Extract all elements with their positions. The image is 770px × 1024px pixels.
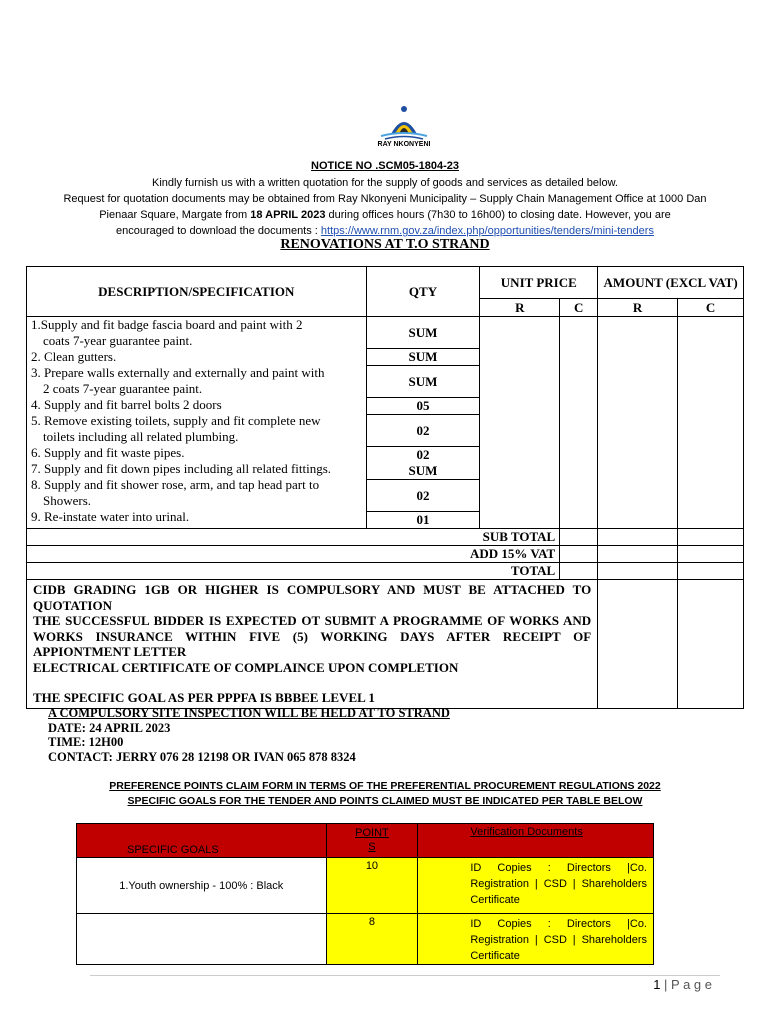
sub-total-label: SUB TOTAL — [27, 529, 560, 546]
unit-c-header: C — [560, 299, 598, 317]
item-description: 7. Supply and fit down pipes including all related fittings. — [31, 461, 332, 476]
note-cidb: CIDB GRADING 1GB OR HIGHER IS COMPULSORY AND MUST BE ATTACHED TO QUOTATION — [33, 582, 592, 613]
note-programme: THE SUCCESSFUL BIDDER IS EXPECTED OT SUBMIT A PROGRAMME OF WORKS AND WORKS INSURANCE WITHIN FIVE (5) WORKING DAYS AFTER RECEIPT OF APPIONTMENT LETTER — [33, 613, 592, 659]
item-description: 4. Supply and fit barrel bolts 2 doors — [31, 397, 222, 412]
municipality-logo — [371, 104, 437, 154]
logo-text: RAY NKONYENI — [377, 141, 431, 148]
goals-header: SPECIFIC GOALS — [77, 824, 327, 858]
item-description: 9. Re-instate water into urinal. — [31, 509, 190, 524]
intro-paragraph — [20, 175, 750, 239]
item-description: 8. Supply and fit shower rose, arm, and tap head part to Showers. — [31, 477, 320, 508]
goal-cell — [77, 914, 327, 965]
item-qty: SUM — [366, 463, 480, 480]
inspection-heading: A COMPULSORY SITE INSPECTION WILL BE HELD AT TO STRAND — [48, 706, 450, 720]
site-inspection — [48, 706, 450, 764]
notice-number: NOTICE NO .SCM05-1804-23 — [311, 160, 459, 172]
unit-r-header: R — [480, 299, 560, 317]
intro-line-3: Pienaar Square, Margate from 18 APRIL 2023 during offices hours (7h30 to 16h00) to closing date. However, you are — [99, 209, 671, 221]
preference-heading: PREFERENCE POINTS CLAIM FORM IN TERMS OF THE PREFERENTIAL PROCUREMENT REGULATIONS 2022 SPECIFIC GOALS FOR THE TENDER AND POINTS CLAIMED MUST BE INDICATED PER TABLE BELOW — [109, 780, 661, 807]
item-qty: SUM — [366, 366, 480, 398]
verification-cell: ID Copies : Directors |Co. Registration | CSD | Shareholders Certificate — [418, 914, 654, 965]
vat-label: ADD 15% VAT — [27, 546, 560, 563]
col-amount-header: AMOUNT (EXCL VAT) — [598, 267, 744, 299]
quotation-table — [26, 266, 744, 709]
page-title: RENOVATIONS AT T.O STRAND — [280, 237, 490, 252]
amount-c-header: C — [678, 299, 744, 317]
requirements-notes — [27, 580, 598, 709]
amount-c-cell — [678, 317, 744, 529]
item-description: 1.Supply and fit badge fascia board and paint with 2 coats 7-year guarantee paint. — [31, 317, 303, 348]
intro-line-1: Kindly furnish us with a written quotation for the supply of goods and services as detailed below. — [152, 177, 618, 189]
points-header: POINTS — [326, 824, 418, 858]
col-description-header: DESCRIPTION/SPECIFICATION — [27, 267, 367, 317]
item-description: 2. Clean gutters. — [31, 349, 117, 364]
intro-date: 18 APRIL 2023 — [250, 209, 326, 221]
intro-line-2: Request for quotation documents may be obtained from Ray Nkonyeni Municipality – Supply Chain Management Office at 1000 Dan — [63, 193, 707, 205]
inspection-contact: CONTACT: JERRY 076 28 12198 OR IVAN 065 878 8324 — [48, 749, 356, 764]
item-qty: 01 — [366, 512, 480, 529]
verification-cell: ID Copies : Directors |Co. Registration | CSD | Shareholders Certificate — [418, 858, 654, 914]
total-label: TOTAL — [27, 563, 560, 580]
note-specific-goal: THE SPECIFIC GOAL AS PER PPPFA IS BBBEE LEVEL 1 — [33, 690, 375, 705]
unit-r-cell — [480, 317, 560, 529]
item-qty: SUM — [366, 349, 480, 366]
amount-r-header: R — [598, 299, 678, 317]
item-qty: SUM — [366, 317, 480, 349]
col-unit-price-header: UNIT PRICE — [480, 267, 598, 299]
page-number: 1 | P a g e — [653, 977, 712, 992]
item-description: 5. Remove existing toilets, supply and fit complete new toilets including all related plumbing. — [31, 413, 321, 444]
inspection-time: TIME: 12H00 — [48, 735, 124, 749]
note-electrical: ELECTRICAL CERTIFICATE OF COMPLAINCE UPON COMPLETION — [33, 659, 459, 675]
tenders-link[interactable]: https://www.rnm.gov.za/index.php/opportunities/tenders/mini-tenders — [320, 225, 654, 237]
item-qty: 05 — [366, 398, 480, 415]
points-cell: 8 — [326, 914, 418, 965]
item-qty: 02 — [366, 447, 480, 464]
item-qty: 02 — [366, 415, 480, 447]
amount-r-cell — [598, 317, 678, 529]
item-qty: 02 — [366, 480, 480, 512]
item-description: 3. Prepare walls externally and externally and paint with 2 coats 7-year guarantee paint. — [31, 365, 325, 396]
verification-header: Verification Documents — [418, 824, 654, 858]
description-cell — [27, 317, 367, 529]
intro-line-4: encouraged to download the documents : https://www.rnm.gov.za/index.php/opportunities/tenders/mini-tenders — [116, 225, 654, 237]
footer-divider — [90, 975, 720, 976]
specific-goals-table — [76, 823, 654, 965]
points-cell: 10 — [326, 858, 418, 914]
col-qty-header: QTY — [366, 267, 480, 317]
goal-cell: 1.Youth ownership - 100% : Black — [77, 858, 327, 914]
unit-c-cell — [560, 317, 598, 529]
inspection-date: DATE: 24 APRIL 2023 — [48, 720, 171, 735]
item-description: 6. Supply and fit waste pipes. — [31, 445, 185, 460]
